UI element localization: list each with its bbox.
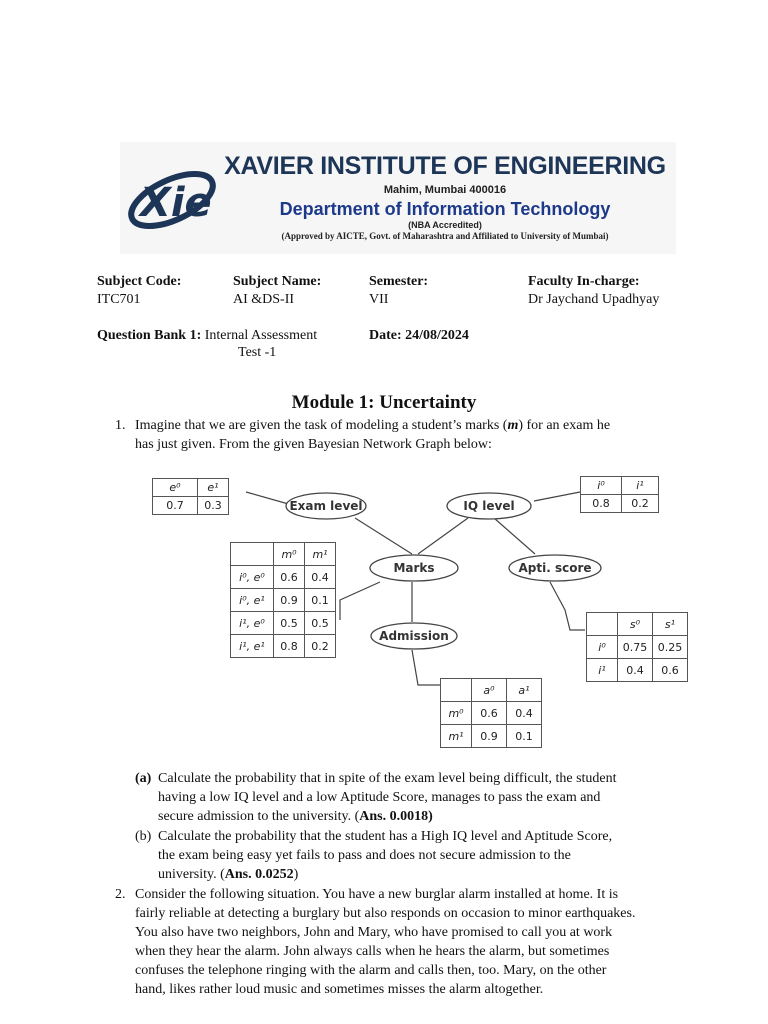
q2-line: hand, likes rather loud music and sometimes misses the alarm altogether. [135,982,544,997]
table-row: i⁰, e¹ 0.9 0.1 [231,589,336,612]
node-apti-label: Apti. score [518,561,592,575]
accreditation: (NBA Accredited) [408,220,482,230]
q1b-line1: Calculate the probability that the student has a High IQ level and Aptitude Score, [158,829,613,844]
department-name: Department of Information Technology [279,199,611,219]
logo-text: Xie [140,180,212,226]
exam-cpt-table: e⁰ e¹ 0.7 0.3 [152,478,229,515]
edge-iq-marks [418,518,468,554]
table-row: i¹ 0.4 0.6 [587,659,688,682]
marks-cpt-table: m⁰ m¹ i⁰, e⁰ 0.6 0.4 i⁰, e¹ 0.9 0.1 i¹, e⁰ 0.5 0.5 i¹, e¹ 0.8 0.2 [230,542,336,658]
institute-logo [122,164,222,234]
q1b-label: (b) [135,829,152,844]
semester-label: Semester: [369,274,429,289]
date-label: Date: 24/08/2024 [369,328,469,343]
faculty-label: Faculty In-charge: [528,274,640,289]
semester: VII [369,292,389,307]
edge-admission-table [412,650,440,685]
edge-iq-apti [494,518,535,554]
institute-location: Mahim, Mumbai 400016 [383,184,507,196]
q1a-line1: Calculate the probability that in spite of the exam level being difficult, the student [158,771,617,786]
node-admission-label: Admission [379,629,449,643]
subject-name: AI &DS-II [233,292,295,307]
q1-line1: Imagine that we are given the task of modeling a student’s marks (m) for an exam he [135,418,611,433]
q1a-label: (a) [135,771,152,786]
q2-line: You also have two neighbors, John and Mary, who have promised to call you at work [135,925,613,940]
apti-cpt-table: s⁰ s¹ i⁰ 0.75 0.25 i¹ 0.4 0.6 [586,612,688,682]
admission-cpt-table: a⁰ a¹ m⁰ 0.6 0.4 m¹ 0.9 0.1 [440,678,542,748]
subject-code: ITC701 [97,292,141,307]
iq-cpt-table: i⁰ i¹ 0.8 0.2 [580,476,659,513]
q2-line: fairly reliable at detecting a burglary but also responds on occasion to minor earthquakes. [135,906,636,921]
q1a-answer: Ans. 0.0018) [359,809,433,824]
q2-line: Consider the following situation. You have a new burglar alarm installed at home. It is [135,887,619,902]
q1-number: 1. [115,418,126,433]
faculty-name: Dr Jaychand Upadhyay [528,292,660,307]
q1b-line3: university. (Ans. 0.0252) [158,867,299,882]
q2-number: 2. [115,887,126,902]
table-row: i¹, e¹ 0.8 0.2 [231,635,336,658]
q1b-line2: the exam being easy yet fails to pass and does not secure admission to the [158,848,571,863]
module-title: Module 1: Uncertainty [291,392,477,413]
table-row: m¹ 0.9 0.1 [441,725,542,748]
edge-marks-table [340,582,380,620]
question-bank-value: Internal Assessment [204,328,318,343]
edge-exam-table [246,492,292,505]
edge-iq-table [534,492,580,501]
table-row: i¹, e⁰ 0.5 0.5 [231,612,336,635]
q2-line: confuses the telephone ringing with the alarm and calls then, too. Mary, on the other [135,963,607,978]
bayesian-network-diagram [150,470,690,755]
edge-apti-table [550,582,585,630]
institute-name: XAVIER INSTITUTE OF ENGINEERING [224,152,666,180]
q2-line: when they hear the alarm. John always calls when he hears the alarm, but sometimes [135,944,610,959]
q1a-line3: secure admission to the university. (Ans. 0.0018) [158,809,433,824]
question-bank-value-cont: Test -1 [238,345,277,360]
table-row: i⁰, e⁰ 0.6 0.4 [231,566,336,589]
q1b-answer: Ans. 0.0252 [224,867,294,882]
subject-code-label: Subject Code: [97,274,182,289]
approval-note: (Approved by AICTE, Govt. of Maharashtra and Affiliated to University of Mumbai) [281,231,609,241]
table-row: m⁰ 0.6 0.4 [441,702,542,725]
question-bank-line [97,326,317,345]
node-iq-label: IQ level [463,499,515,513]
table-row: i⁰ 0.75 0.25 [587,636,688,659]
node-marks-label: Marks [393,561,435,575]
q1a-line2: having a low IQ level and a low Aptitude Score, manages to pass the exam and [158,790,601,805]
q1-line2: has just given. From the given Bayesian Network Graph below: [135,437,492,452]
node-exam-label: Exam level [289,499,363,513]
question-bank-label: Question Bank 1: [97,328,202,343]
institute-banner [120,142,676,254]
edge-exam-marks [355,518,412,554]
subject-name-label: Subject Name: [233,274,322,289]
